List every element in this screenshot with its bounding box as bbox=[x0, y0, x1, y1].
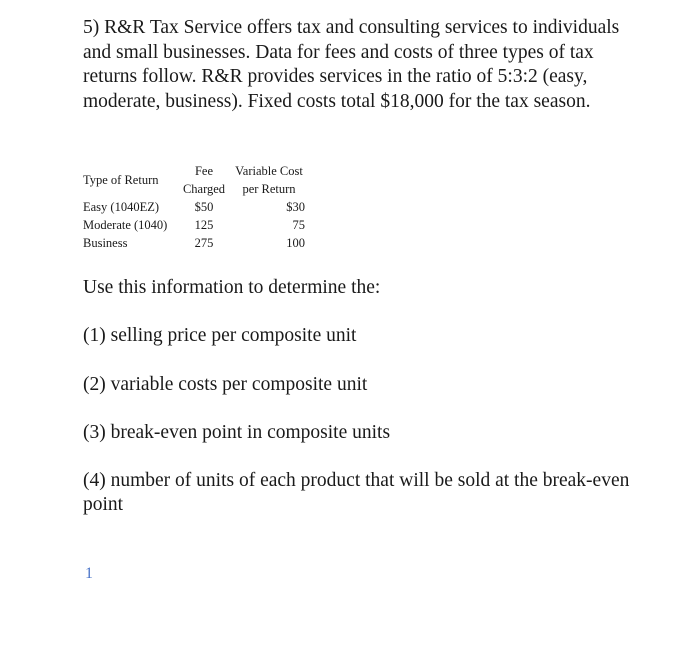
instructions-intro: Use this information to determine the: bbox=[83, 277, 381, 298]
row-type: Business bbox=[83, 236, 128, 250]
header-fee-charged bbox=[175, 162, 233, 198]
header-var-line1: Variable Cost bbox=[235, 164, 303, 178]
tax-return-table bbox=[83, 162, 305, 252]
table-header-row bbox=[83, 162, 305, 198]
row-type: Easy (1040EZ) bbox=[83, 200, 160, 214]
problem-statement: 5) R&R Tax Service offers tax and consulting services to individuals and small businesses. Data for fees and costs of three types of tax returns follow. R&R provides services in the ratio of 5:3:2 (easy, moderate, business). Fixed costs total $18,000 for the tax season. bbox=[83, 17, 620, 112]
row-fee: $50 bbox=[194, 200, 214, 214]
question-3: (3) break-even point in composite units bbox=[83, 422, 391, 443]
page-number: 1 bbox=[85, 565, 93, 582]
question-2: (2) variable costs per composite unit bbox=[83, 374, 368, 395]
row-fee: 275 bbox=[194, 236, 214, 250]
row-variable-cost: 75 bbox=[292, 218, 305, 232]
table-row bbox=[83, 216, 305, 234]
header-fee-line1: Fee bbox=[194, 164, 214, 178]
question-1: (1) selling price per composite unit bbox=[83, 325, 357, 346]
header-type-of-return: Type of Return bbox=[83, 173, 159, 187]
header-fee-line2: Charged bbox=[182, 182, 226, 196]
row-type: Moderate (1040) bbox=[83, 218, 168, 232]
table-row bbox=[83, 234, 305, 252]
question-4: (4) number of units of each product that will be sold at the break-even point bbox=[83, 470, 630, 515]
row-variable-cost: 100 bbox=[286, 236, 305, 250]
row-fee: 125 bbox=[194, 218, 214, 232]
header-variable-cost bbox=[233, 162, 305, 198]
header-var-line2: per Return bbox=[242, 182, 296, 196]
row-variable-cost: $30 bbox=[286, 200, 305, 214]
table-row bbox=[83, 198, 305, 216]
